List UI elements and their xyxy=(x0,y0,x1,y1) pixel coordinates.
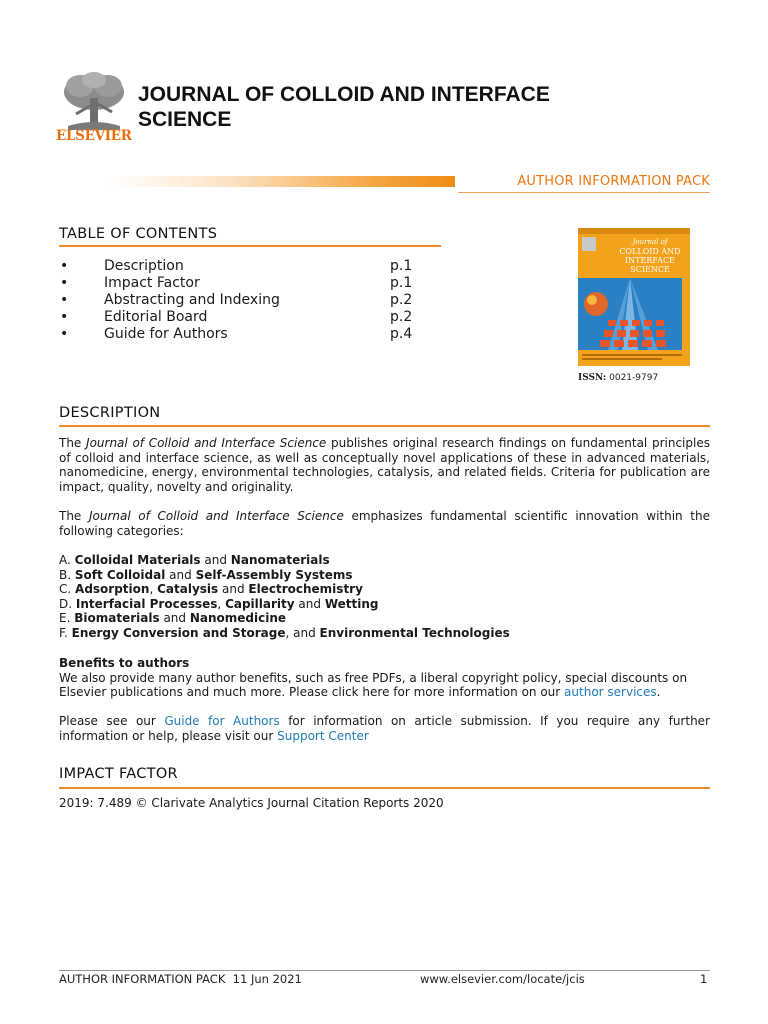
footer-rule xyxy=(59,970,710,971)
category-term: Environmental Technologies xyxy=(319,625,510,640)
text: for information on article submission. If you require any further information or help, please visit our xyxy=(59,714,710,743)
impact-factor-title: IMPACT FACTOR xyxy=(59,766,178,782)
toc-item-label: Abstracting and Indexing xyxy=(104,292,280,308)
benefits-section xyxy=(59,656,710,700)
journal-title-line-2: SCIENCE xyxy=(138,108,232,131)
impact-factor-text: 2019: 7.489 © Clarivate Analytics Journal Citation Reports 2020 xyxy=(59,796,444,810)
description-rule xyxy=(59,425,710,427)
cover-title-line-3: INTERFACE xyxy=(625,256,675,265)
category-item xyxy=(59,568,710,583)
text: The xyxy=(59,436,82,450)
footer-left: AUTHOR INFORMATION PACK 11 Jun 2021 xyxy=(59,972,302,986)
category-term: Wetting xyxy=(324,596,379,611)
toc-item-page: p.1 xyxy=(390,275,413,291)
category-term: Colloidal Materials xyxy=(74,553,201,567)
toc-item-page: p.4 xyxy=(390,326,413,342)
journal-cover-image xyxy=(578,228,690,366)
benefits-title: Benefits to authors xyxy=(59,656,190,670)
footer-page-number: 1 xyxy=(700,972,708,986)
category-prefix: F. xyxy=(59,625,68,640)
category-item xyxy=(59,597,710,612)
elsevier-wordmark: ELSEVIER xyxy=(56,128,132,144)
bullet: • xyxy=(60,326,69,342)
author-services-link[interactable]: author services xyxy=(564,685,657,699)
toc-item-impact-factor[interactable] xyxy=(60,275,440,292)
guide-paragraph xyxy=(59,714,710,743)
text: publishes original research findings on fundamental principles of colloid and interface science, as well as conceptually novel applications of these in advanced materials, nanomedicine, energy, environmental technologies, catalysis, and related fields. Criteria for publication are impact, quality, novelty and originality. xyxy=(59,436,710,494)
toc-list xyxy=(60,258,440,343)
journal-name: Journal of Colloid and Interface Science xyxy=(88,509,344,523)
category-term: Interfacial Processes xyxy=(75,596,218,611)
toc-item-page: p.2 xyxy=(390,309,413,325)
toc-item-editorial-board[interactable] xyxy=(60,309,440,326)
issn xyxy=(578,373,658,383)
cover-title-line-1: Journal of xyxy=(632,238,668,246)
category-term: Capillarity xyxy=(225,596,295,611)
issn-label: ISSN: xyxy=(578,373,607,383)
category-joiner: , xyxy=(149,582,154,597)
toc-item-guide-for-authors[interactable] xyxy=(60,326,440,343)
category-prefix: B. xyxy=(59,567,72,582)
author-information-pack-label: AUTHOR INFORMATION PACK xyxy=(517,174,710,189)
guide-for-authors-link[interactable]: Guide for Authors xyxy=(164,714,280,728)
category-joiner: , xyxy=(217,596,222,611)
toc-item-label: Impact Factor xyxy=(104,275,200,291)
category-term: Adsorption xyxy=(75,582,150,597)
description-paragraph-1 xyxy=(59,436,710,494)
category-joiner: and xyxy=(163,611,187,626)
bullet: • xyxy=(60,275,69,291)
toc-title: TABLE OF CONTENTS xyxy=(59,226,218,242)
category-joiner: and xyxy=(298,596,321,611)
toc-item-abstracting[interactable] xyxy=(60,292,440,309)
toc-item-page: p.1 xyxy=(390,258,413,274)
header-gradient-bar xyxy=(110,176,455,187)
toc-item-page: p.2 xyxy=(390,292,413,308)
category-item xyxy=(59,611,710,626)
toc-item-label: Editorial Board xyxy=(104,309,208,325)
description-paragraph-2 xyxy=(59,509,710,538)
category-item xyxy=(59,553,710,568)
impact-factor-rule xyxy=(59,787,710,789)
category-joiner: , and xyxy=(285,625,316,640)
category-prefix: C. xyxy=(59,582,72,597)
pack-label-rule xyxy=(458,192,710,193)
category-joiner: and xyxy=(222,582,245,597)
cover-title-line-2: COLLOID AND xyxy=(619,247,681,256)
text: The xyxy=(59,509,82,523)
text: Please see our xyxy=(59,714,156,728)
journal-name: Journal of Colloid and Interface Science xyxy=(86,436,327,450)
category-term: Nanomedicine xyxy=(189,611,287,626)
category-joiner: and xyxy=(169,567,192,582)
category-joiner: and xyxy=(204,553,227,567)
category-prefix: D. xyxy=(59,596,73,611)
bullet: • xyxy=(60,258,69,274)
category-term: Nanomaterials xyxy=(230,553,330,567)
bullet: • xyxy=(60,292,69,308)
toc-item-label: Description xyxy=(104,258,184,274)
category-list xyxy=(59,553,710,641)
category-prefix: A. xyxy=(59,553,71,567)
category-term: Electrochemistry xyxy=(248,582,363,597)
benefits-text: We also provide many author benefits, such as free PDFs, a liberal copyright policy, special discounts on Elsevier publications and much more. Please click here for more information on our xyxy=(59,670,688,699)
category-item xyxy=(59,626,710,641)
issn-value: 0021-9797 xyxy=(609,373,659,383)
category-prefix: E. xyxy=(59,611,71,626)
toc-rule xyxy=(59,245,441,247)
cover-title-line-4: SCIENCE xyxy=(630,265,670,274)
toc-item-description[interactable] xyxy=(60,258,440,275)
category-term: Catalysis xyxy=(157,582,219,597)
bullet: • xyxy=(60,309,69,325)
category-term: Biomaterials xyxy=(74,611,160,626)
toc-item-label: Guide for Authors xyxy=(104,326,228,342)
benefits-end: . xyxy=(656,685,661,699)
description-title: DESCRIPTION xyxy=(59,405,161,421)
support-center-link[interactable]: Support Center xyxy=(277,728,369,743)
category-term: Self-Assembly Systems xyxy=(195,567,353,582)
category-item xyxy=(59,582,710,597)
journal-title-line-1: JOURNAL OF COLLOID AND INTERFACE xyxy=(138,83,550,106)
journal-title xyxy=(138,82,698,132)
text: emphasizes fundamental scientific innovation within the following categories: xyxy=(59,509,710,538)
cover-title xyxy=(614,238,686,274)
category-term: Energy Conversion and Storage xyxy=(71,625,286,640)
category-term: Soft Colloidal xyxy=(74,567,166,582)
footer-url[interactable]: www.elsevier.com/locate/jcis xyxy=(420,972,585,986)
